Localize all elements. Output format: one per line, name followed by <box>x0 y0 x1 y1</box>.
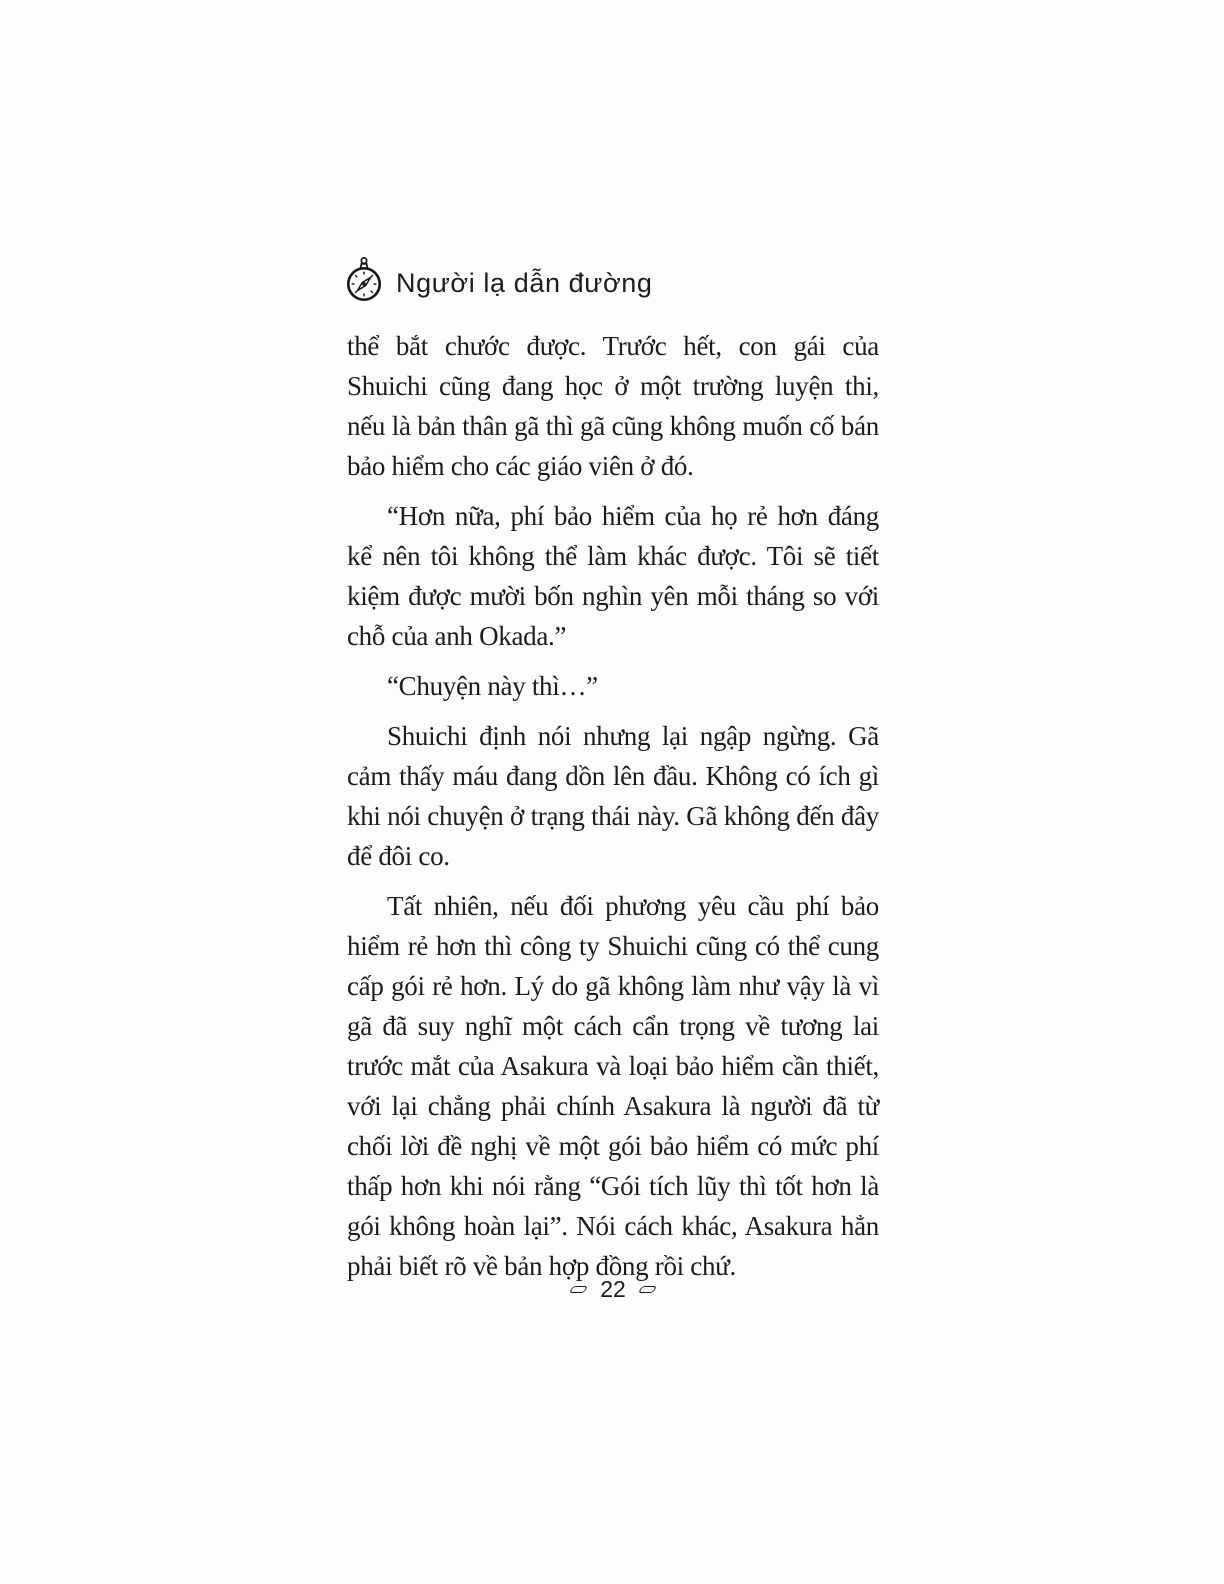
page-number: 22 <box>600 1276 626 1302</box>
body-paragraph: thể bắt chước được. Trước hết, con gái của Shuichi cũng đang học ở một trường luyện thi, nếu là bản thân gã thì gã cũng không muốn cố bán bảo hiểm cho các giáo viên ở đó. <box>347 331 879 481</box>
body-paragraph: “Chuyện này thì…” <box>387 671 598 701</box>
page-footer <box>347 1278 879 1301</box>
body-paragraph: Shuichi định nói nhưng lại ngập ngừng. Gã cảm thấy máu đang dồn lên đầu. Không có ích gì khi nói chuyện ở trạng thái này. Gã không đến đây để đôi co. <box>347 721 879 871</box>
folio-ornament-right <box>638 1286 657 1293</box>
body-paragraph: “Hơn nữa, phí bảo hiểm của họ rẻ hơn đáng kể nên tôi không thể làm khác được. Tôi sẽ tiết kiệm được mười bốn nghìn yên mỗi tháng so với chỗ của anh Okada.” <box>347 501 879 651</box>
body-paragraph: Tất nhiên, nếu đối phương yêu cầu phí bảo hiểm rẻ hơn thì công ty Shuichi cũng có thể cung cấp gói rẻ hơn. Lý do gã không làm như vậy là vì gã đã suy nghĩ một cách cẩn trọng về tương lai trước mắt của Asakura và loại bảo hiểm cần thiết, với lại chẳng phải chính Asakura là người đã từ chối lời đề nghị về một gói bảo hiểm có mức phí thấp hơn khi nói rằng “Gói tích lũy thì tốt hơn là gói không hoàn lại”. Nói cách khác, Asakura hẳn phải biết rõ về bản hợp đồng rồi chứ. <box>347 891 879 1281</box>
folio-ornament-left <box>569 1286 588 1293</box>
running-header <box>344 255 653 305</box>
compass-icon <box>344 256 384 304</box>
page-body <box>347 326 879 1296</box>
book-title: Người lạ dẫn đường <box>396 267 653 298</box>
